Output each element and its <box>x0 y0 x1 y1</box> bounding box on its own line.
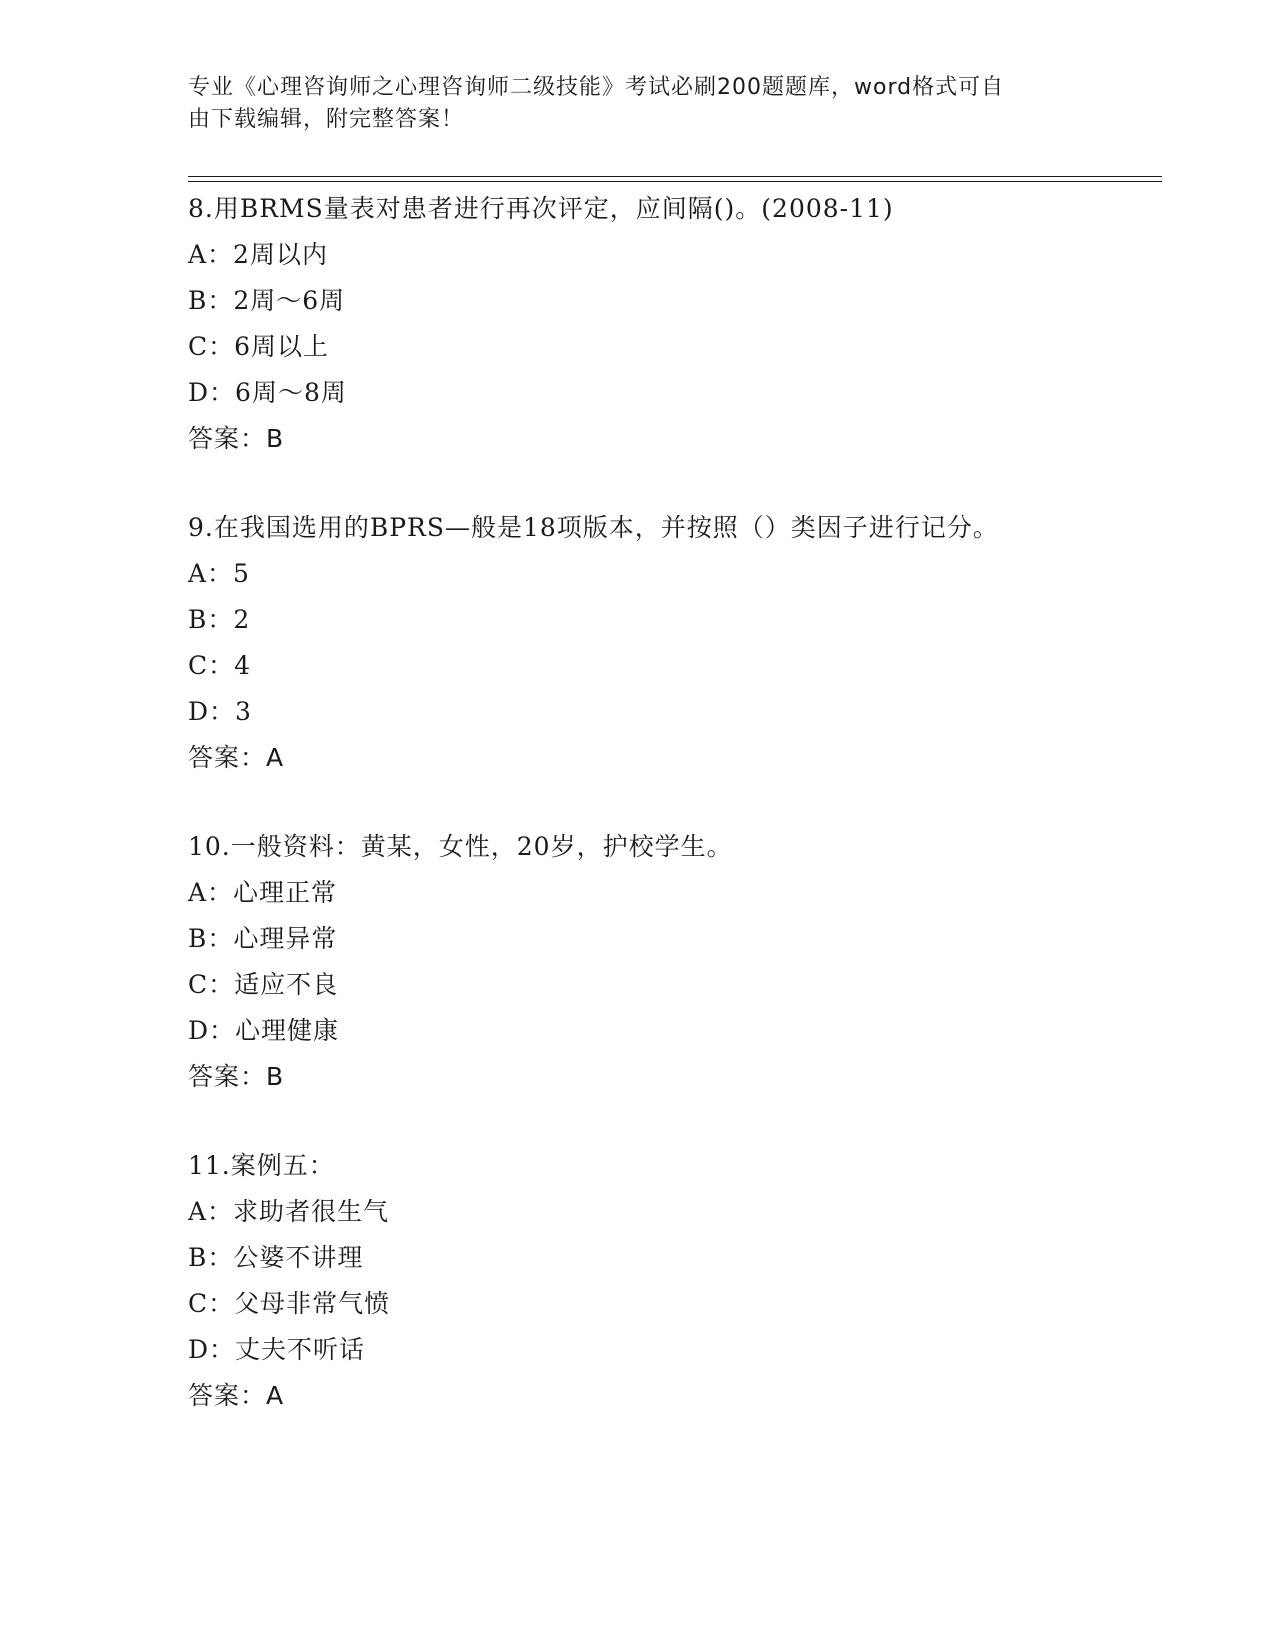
answer-line: 答案：B <box>188 424 285 453</box>
option-a: A：5 <box>188 559 250 588</box>
option-d: D：6周～8周 <box>188 378 347 407</box>
header-line-1: 专业《心理咨询师之心理咨询师二级技能》考试必刷200题题库，word格式可自 <box>188 75 1005 100</box>
document-header <box>188 72 1088 136</box>
option-a: A：心理正常 <box>188 878 338 907</box>
answer-line: 答案：A <box>188 743 285 772</box>
option-d: D：丈夫不听话 <box>188 1335 366 1364</box>
header-divider-top <box>188 176 1162 177</box>
option-b: B：2周～6周 <box>188 286 346 315</box>
option-b: B：2 <box>188 605 251 634</box>
answer-line: 答案：A <box>188 1381 285 1410</box>
question-stem: 10.一般资料：黄某，女性，20岁，护校学生。 <box>188 832 733 861</box>
option-c: C：6周以上 <box>188 332 330 361</box>
question-block <box>188 186 1168 462</box>
header-divider-bottom <box>188 181 1162 182</box>
question-block <box>188 824 1168 1100</box>
option-a: A：求助者很生气 <box>188 1197 390 1226</box>
option-d: D：心理健康 <box>188 1016 340 1045</box>
header-line-2: 由下载编辑，附完整答案！ <box>188 107 465 132</box>
option-b: B：公婆不讲理 <box>188 1243 364 1272</box>
option-c: C：适应不良 <box>188 970 339 999</box>
question-block <box>188 1143 1168 1419</box>
option-d: D：3 <box>188 697 252 726</box>
question-stem: 9.在我国选用的BPRS—般是18项版本，并按照（）类因子进行记分。 <box>188 513 999 542</box>
answer-line: 答案：B <box>188 1062 285 1091</box>
option-b: B：心理异常 <box>188 924 338 953</box>
option-a: A：2周以内 <box>188 240 328 269</box>
option-c: C：4 <box>188 651 252 680</box>
question-block <box>188 505 1168 781</box>
question-stem: 8.用BRMS量表对患者进行再次评定，应间隔()。(2008-11) <box>188 194 894 223</box>
question-stem: 11.案例五： <box>188 1151 335 1180</box>
option-c: C：父母非常气愤 <box>188 1289 391 1318</box>
